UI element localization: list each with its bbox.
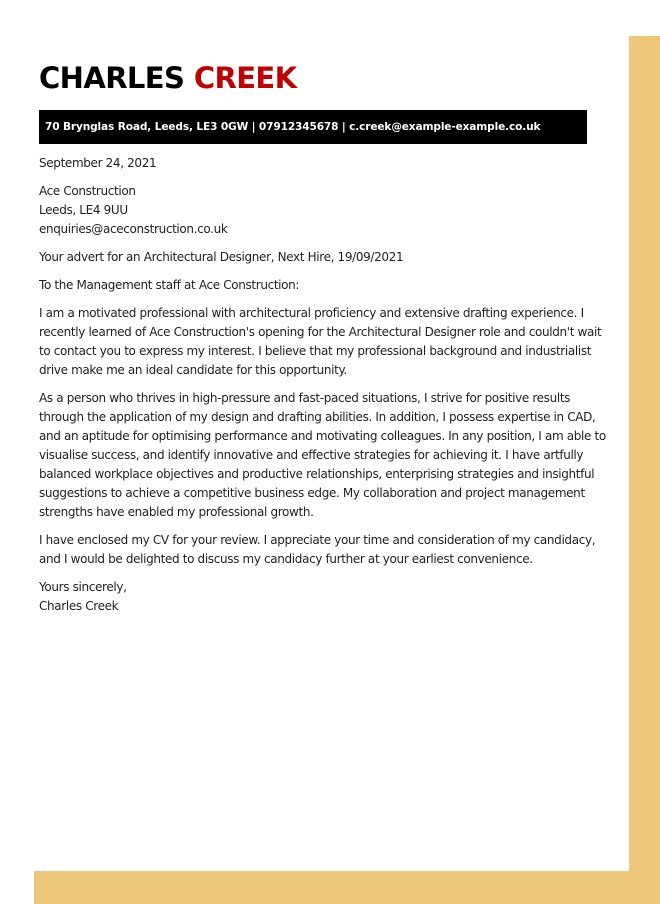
paragraph-1 (39, 304, 611, 380)
recipient-address: Leeds, LE4 9UU (39, 203, 128, 217)
decorative-frame-right (629, 36, 660, 904)
recipient-company: Ace Construction (39, 184, 136, 198)
closing-block (39, 578, 611, 616)
recipient-block (39, 182, 611, 239)
letter-body (39, 154, 611, 625)
applicant-name (39, 60, 297, 96)
signature-text: Charles Creek (39, 599, 119, 613)
reference-line (39, 248, 611, 267)
first-name: CHARLES (39, 61, 185, 95)
paragraph-text: I have enclosed my CV for your review. I appreciate your time and consideration of my candidacy, and I would be delighted to discuss my candidacy further at your earliest convenience. (39, 533, 596, 566)
decorative-frame-bottom (34, 871, 660, 904)
salutation-text: To the Management staff at Ace Construction: (39, 278, 300, 292)
letter-date (39, 154, 611, 173)
date-text: September 24, 2021 (39, 156, 157, 170)
salutation (39, 276, 611, 295)
reference-text: Your advert for an Architectural Designer, Next Hire, 19/09/2021 (39, 250, 404, 264)
contact-bar (39, 110, 587, 144)
last-name: CREEK (193, 61, 297, 95)
paragraph-3 (39, 531, 611, 569)
paragraph-text: As a person who thrives in high-pressure and fast-paced situations, I strive for positive results through the application of my design and drafting abilities. In addition, I possess expertise in CAD, and an aptitude for optimising performance and motivating colleagues. In any position, I am able to visualise success, and identify innovative and effective strategies for achieving it. I have artfully balanced workplace objectives and productive relationships, enterprising strategies and insightful suggestions to achieve a competitive business edge. My collaboration and project management strengths have enabled my professional growth. (39, 391, 606, 519)
recipient-email: enquiries@aceconstruction.co.uk (39, 222, 228, 236)
paragraph-2 (39, 389, 611, 522)
closing-text: Yours sincerely, (39, 580, 127, 594)
contact-line: 70 Brynglas Road, Leeds, LE3 0GW | 07912345678 | c.creek@example-example.co.uk (45, 121, 541, 133)
paragraph-text: I am a motivated professional with architectural proficiency and extensive drafting experience. I recently learned of Ace Construction's opening for the Architectural Designer role and couldn't wait to contact you to express my interest. I believe that my professional background and industrialist drive make me an ideal candidate for this opportunity. (39, 306, 602, 377)
